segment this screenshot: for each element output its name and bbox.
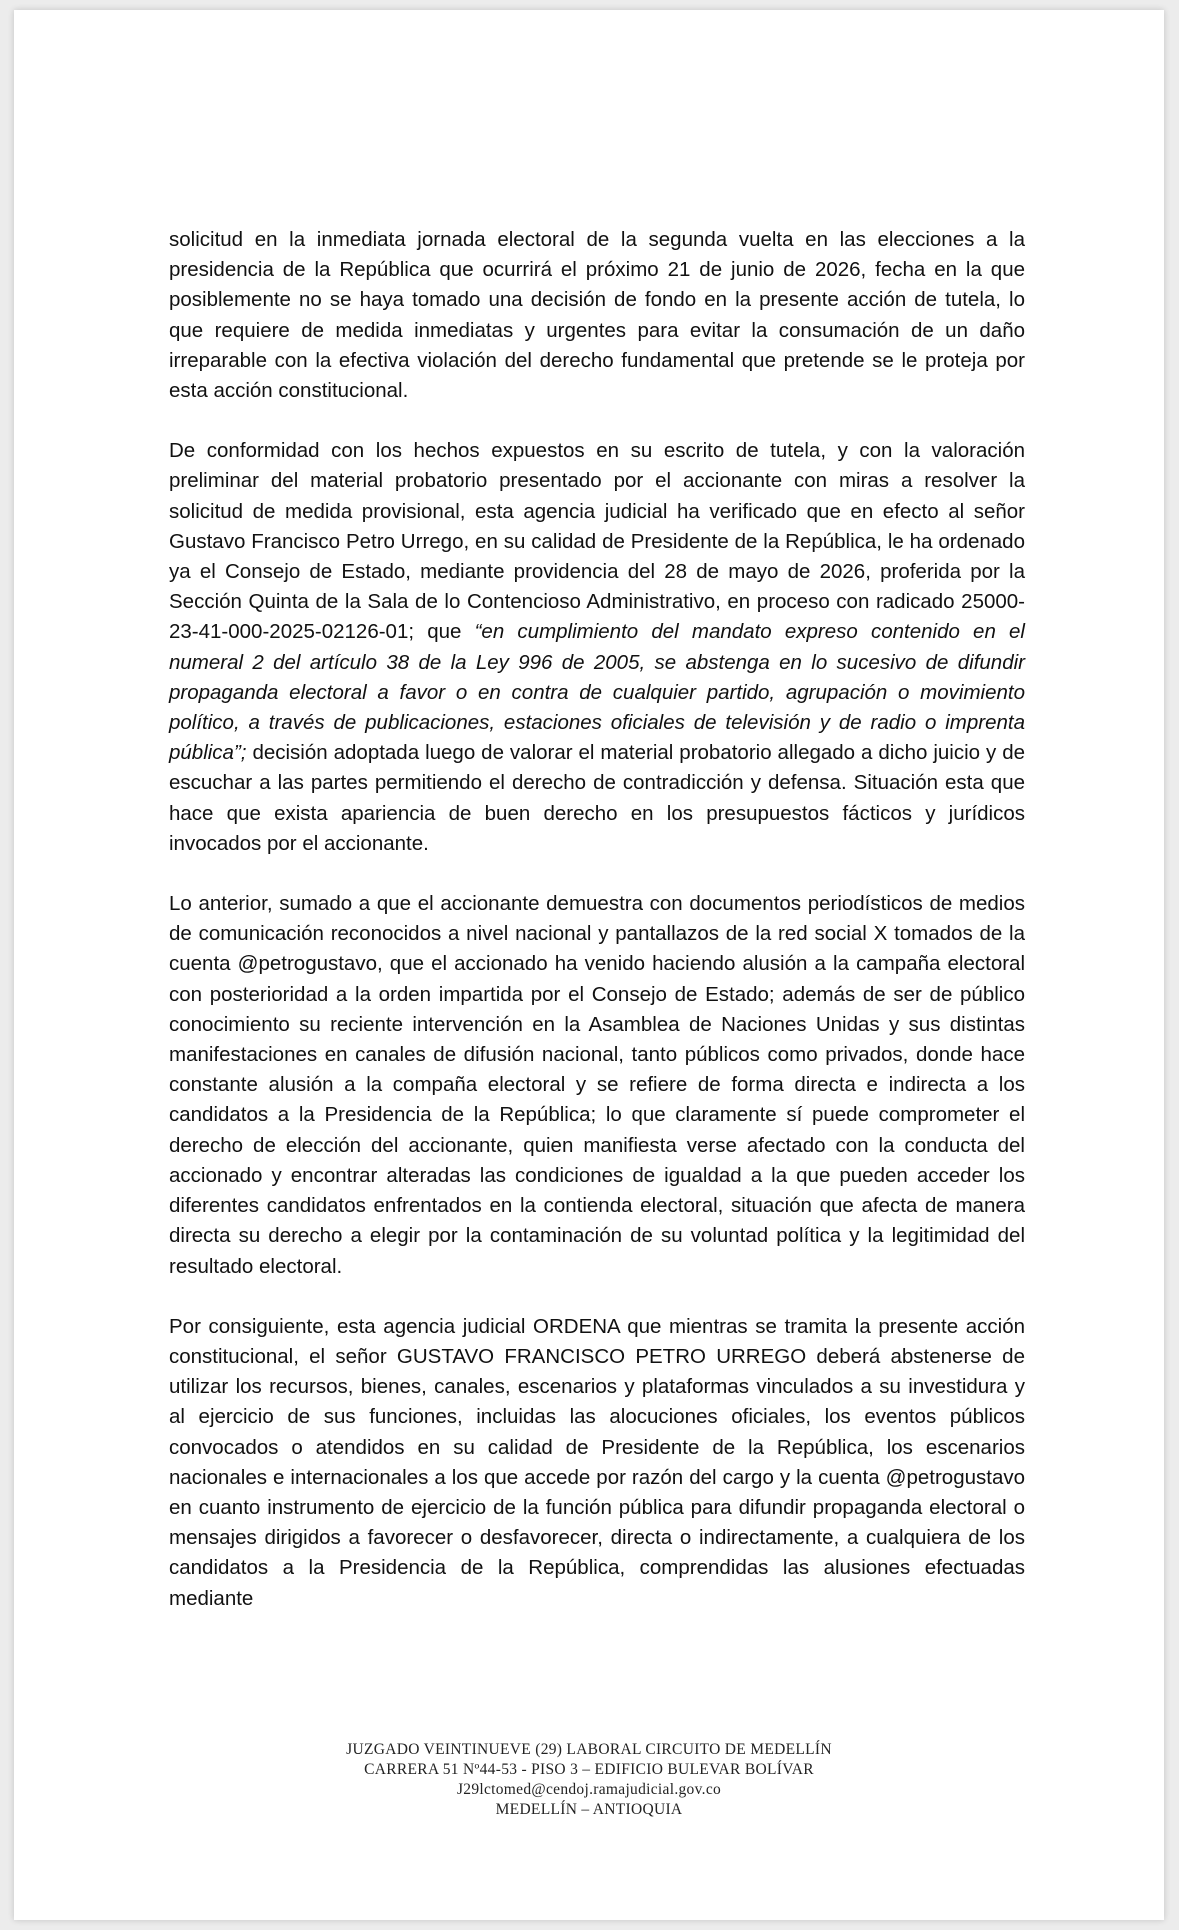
paragraph-2 (169, 436, 1025, 859)
footer-email: J29lctomed@cendoj.ramajudicial.gov.co (456, 1781, 722, 1798)
document-page (14, 10, 1164, 1920)
footer-court-name: JUZGADO VEINTINUEVE (29) LABORAL CIRCUITO DE MEDELLÍN (346, 1741, 832, 1758)
document-body (169, 225, 1025, 1644)
paragraph-1 (169, 225, 1025, 406)
quoted-order-text: “en cumplimiento del mandato expreso contenido en el numeral 2 del artículo 38 de la Ley 996 de 2005, se abstenga en lo sucesivo de difundir propaganda electoral a favor o en contra de cualquier partido, agrupación o movimiento político, a través de publicaciones, estaciones oficiales de televisión y de radio o imprenta pública”; (169, 620, 1025, 765)
paragraph-3 (169, 889, 1025, 1282)
paragraph-text: Por consiguiente, esta agencia judicial ORDENA que mientras se tramita la presente acción constitucional, el señor GUSTAVO FRANCISCO PETRO URREGO deberá abstenerse de utilizar los recursos, bienes, canales, escenarios y plataformas vinculados a su investidura y al ejercicio de sus funciones, incluidas las alocuciones oficiales, los eventos públicos convocados o atendidos en su calidad de Presidente de la República, los escenarios nacionales e internacionales a los que accede por razón del cargo y la cuenta @petrogustavo en cuanto instrumento de ejercicio de la función pública para difundir propaganda electoral o mensajes dirigidos a favorecer o desfavorecer, directa o indirectamente, a cualquiera de los candidatos a la Presidencia de la República, comprendidas las alusiones efectuadas mediante (169, 1314, 1025, 1610)
paragraph-text: Lo anterior, sumado a que el accionante demuestra con documentos periodísticos de medios de comunicación reconocidos a nivel nacional y pantallazos de la red social X tomados de la cuenta @petrogustavo, que el accionado ha venido haciendo alusión a la campaña electoral con posterioridad a la orden impartida por el Consejo de Estado; además de ser de público conocimiento su reciente intervención en la Asamblea de Naciones Unidas y sus distintas manifestaciones en canales de difusión nacional, tanto públicos como privados, donde hace constante alusión a la compaña electoral y se refiere de forma directa e indirecta a los candidatos a la Presidencia de la República; lo que claramente sí puede comprometer el derecho de elección del accionante, quien manifiesta verse afectado con la conducta del accionado y encontrar alteradas las condiciones de igualdad a la que pueden acceder los diferentes candidatos enfrentados en la contienda electoral, situación que afecta de manera directa su derecho a elegir por la contaminación de su voluntad política y la legitimidad del resultado electoral. (169, 892, 1025, 1278)
paragraph-text: decisión adoptada luego de valorar el material probatorio allegado a dicho juicio y de escuchar a las partes permitiendo el derecho de contradicción y defensa. Situación esta que hace que exista apariencia de buen derecho en los presupuestos fácticos y jurídicos invocados por el accionante. (169, 741, 1025, 855)
court-footer (14, 1740, 1164, 1820)
paragraph-4 (169, 1312, 1025, 1614)
footer-address: CARRERA 51 Nº44-53 - PISO 3 – EDIFICIO BULEVAR BOLÍVAR (364, 1761, 814, 1778)
paragraph-text: solicitud en la inmediata jornada electoral de la segunda vuelta en las elecciones a la presidencia de la República que ocurrirá el próximo 21 de junio de 2026, fecha en la que posiblemente no se haya tomado una decisión de fondo en la presente acción de tutela, lo que requiere de medida inmediatas y urgentes para evitar la consumación de un daño irreparable con la efectiva violación del derecho fundamental que pretende se le proteja por esta acción constitucional. (169, 228, 1025, 403)
footer-city: MEDELLÍN – ANTIOQUIA (495, 1801, 683, 1818)
paragraph-text: De conformidad con los hechos expuestos en su escrito de tutela, y con la valoración preliminar del material probatorio presentado por el accionante con miras a resolver la solicitud de medida provisional, esta agencia judicial ha verificado que en efecto al señor Gustavo Francisco Petro Urrego, en su calidad de Presidente de la República, le ha ordenado ya el Consejo de Estado, mediante providencia del 28 de mayo de 2026, proferida por la Sección Quinta de la Sala de lo Contencioso Administrativo, en proceso con radicado 25000-23-41-000-2025-02126-01; que (169, 439, 1025, 644)
